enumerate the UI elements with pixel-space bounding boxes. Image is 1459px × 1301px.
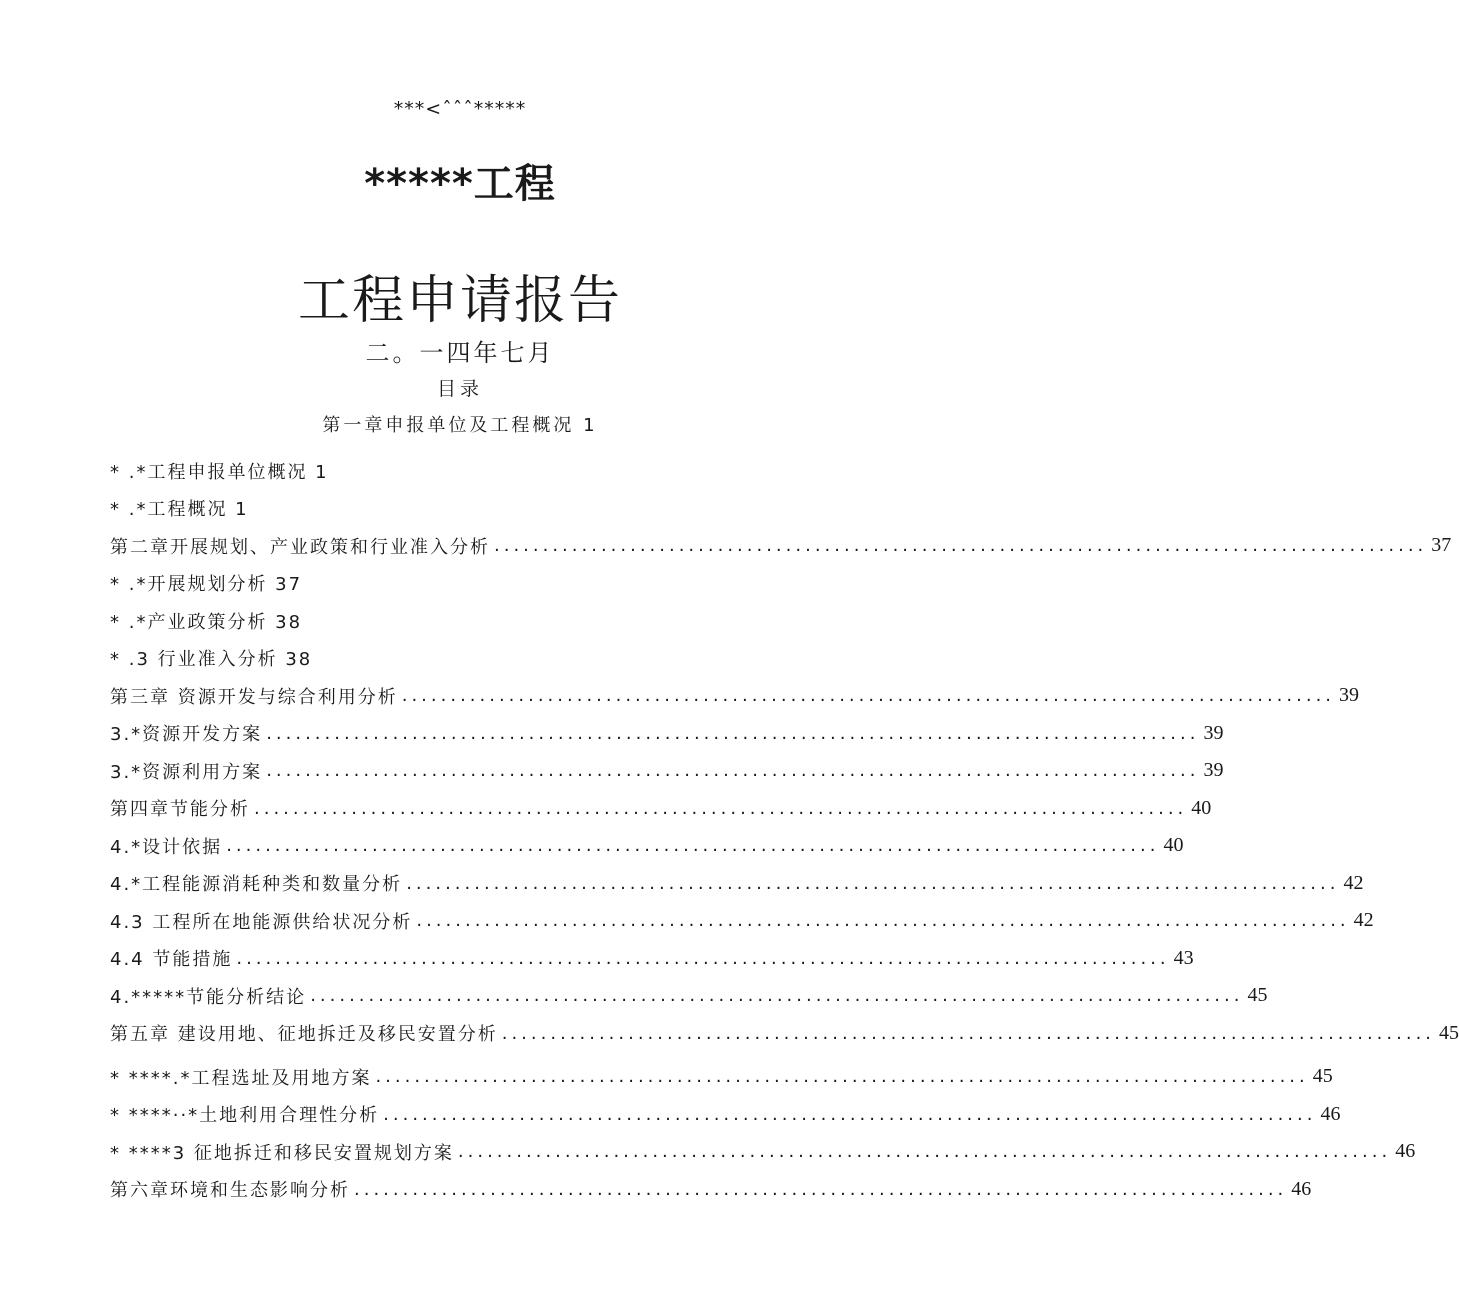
toc-entry — [110, 1133, 1416, 1171]
leader-dots: ................................................................................................ — [406, 872, 1340, 894]
leader-dots: ................................................................................................ — [266, 722, 1200, 744]
toc-entry-label: * .*开展规划分析 37 — [110, 574, 303, 596]
toc-entry-page: 39 — [1203, 759, 1224, 782]
toc-entry — [110, 490, 805, 528]
leader-dots: ................................................................................................ — [236, 947, 1170, 969]
toc-entry-page: 45 — [1312, 1065, 1333, 1088]
toc-entry-label: * .3 行业准入分析 38 — [110, 649, 313, 671]
toc-entry — [110, 865, 1364, 903]
org-line: ***<ˆˆˆ***** — [393, 98, 527, 120]
toc-entry-page: 45 — [1247, 984, 1268, 1007]
toc-entry-label: 4.*工程能源消耗种类和数量分析 — [110, 874, 403, 896]
table-of-contents — [110, 452, 1459, 1208]
document-date: 二。一四年七月 — [365, 339, 555, 367]
toc-entry-label: * ****3 征地拆迁和移民安置规划方案 — [110, 1142, 454, 1164]
toc-entry-page: 42 — [1343, 871, 1364, 894]
toc-entry — [110, 715, 1224, 753]
toc-entry-label: 3.*资源利用方案 — [110, 761, 263, 783]
toc-entry-label: 4.3 工程所在地能源供给状况分析 — [110, 911, 413, 933]
toc-entry-label: 4.*设计依据 — [110, 836, 223, 858]
toc-entry-page: 46 — [1291, 1177, 1312, 1200]
leader-dots: ................................................................................................ — [254, 797, 1188, 819]
toc-entry — [110, 565, 805, 603]
toc-entry-page: 45 — [1439, 1021, 1459, 1044]
toc-entry-page: 43 — [1173, 946, 1194, 969]
toc-entry — [110, 790, 1212, 828]
toc-entry-page: 42 — [1353, 909, 1374, 932]
toc-entry-page: 37 — [1431, 534, 1452, 557]
toc-entry — [110, 677, 1360, 715]
toc-entry — [110, 902, 1374, 940]
toc-entry — [110, 602, 805, 640]
document-title: 工程申请报告 — [297, 271, 622, 331]
leader-dots: ................................................................................................ — [310, 985, 1244, 1007]
toc-entry — [110, 640, 805, 678]
leader-dots: ................................................................................................ — [416, 910, 1350, 932]
toc-entry-page: 40 — [1163, 834, 1184, 857]
toc-entry-label: 4.*****节能分析结论 — [110, 986, 307, 1008]
toc-entry — [110, 977, 1268, 1015]
toc-entry — [110, 752, 1224, 790]
toc-entry-label: 第六章环境和生态影响分析 — [110, 1180, 350, 1202]
leader-dots: ................................................................................................ — [266, 760, 1200, 782]
leader-dots: ................................................................................................ — [226, 835, 1160, 857]
toc-entry — [110, 452, 805, 490]
leader-dots: ................................................................................................ — [457, 1141, 1392, 1163]
toc-entry — [110, 1015, 1459, 1053]
toc-entry — [110, 1058, 1333, 1096]
toc-entry — [110, 940, 1194, 978]
toc-entry-label: * ****.*工程选址及用地方案 — [110, 1067, 372, 1089]
toc-entry — [110, 527, 1452, 565]
leader-dots: ................................................................................................ — [494, 535, 1428, 557]
leader-dots: ................................................................................................ — [375, 1066, 1309, 1088]
leader-dots: ................................................................................................ — [501, 1022, 1436, 1044]
toc-entry-label: 第三章 资源开发与综合利用分析 — [110, 686, 398, 708]
toc-heading: 目录 — [436, 378, 483, 400]
leader-dots: ................................................................................................ — [383, 1103, 1317, 1125]
toc-entry-page: 39 — [1339, 684, 1360, 707]
toc-entry-page: 46 — [1395, 1140, 1416, 1163]
toc-entry — [110, 1171, 1312, 1209]
toc-entry — [110, 827, 1184, 865]
toc-entry-page: 46 — [1320, 1102, 1341, 1125]
toc-entry-label: * ****··*土地利用合理性分析 — [110, 1105, 380, 1127]
toc-entry-label: 4.4 节能措施 — [110, 949, 233, 971]
toc-entry-label: 第五章 建设用地、征地拆迁及移民安置分析 — [110, 1024, 498, 1046]
toc-entry — [110, 1096, 1341, 1134]
toc-entry-label: * .*产业政策分析 38 — [110, 611, 303, 633]
toc-entry-label: 第二章开展规划、产业政策和行业准入分析 — [110, 536, 490, 558]
toc-chapter-1: 第一章申报单位及工程概况 1 — [322, 415, 598, 436]
toc-entry-label: 第四章节能分析 — [110, 799, 250, 821]
toc-entry-label: 3.*资源开发方案 — [110, 724, 263, 746]
leader-dots: ................................................................................................ — [354, 1178, 1288, 1200]
leader-dots: ................................................................................................ — [401, 685, 1336, 707]
toc-entry-label: * .*工程申报单位概况 1 — [110, 461, 329, 483]
toc-entry-page: 40 — [1191, 796, 1212, 819]
project-name: *****工程 — [364, 161, 556, 207]
toc-entry-page: 39 — [1203, 721, 1224, 744]
toc-entry-label: * .*工程概况 1 — [110, 499, 249, 521]
